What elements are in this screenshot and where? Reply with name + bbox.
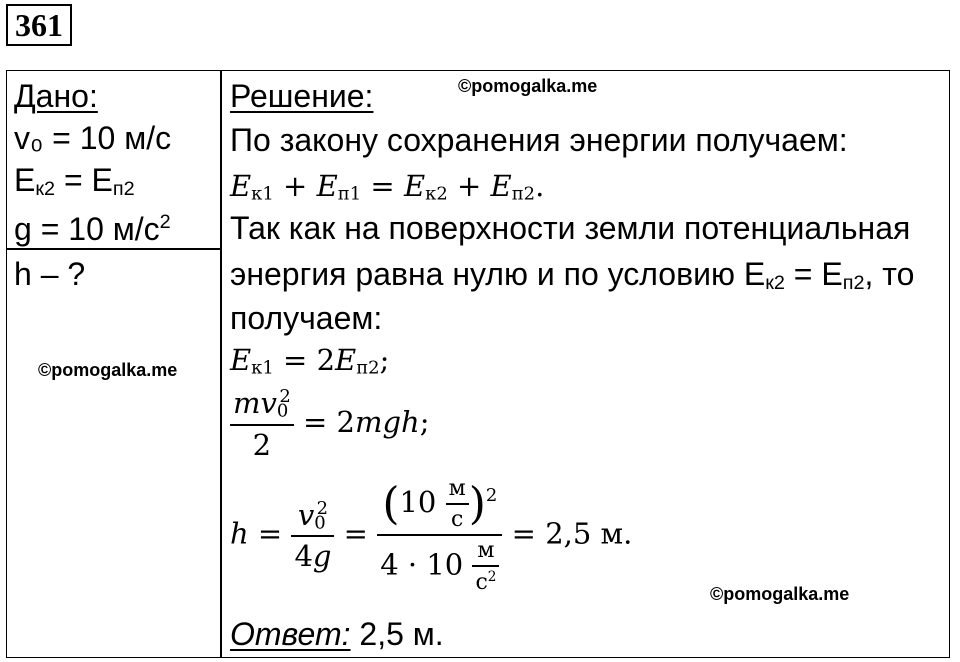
solution-text-conservation: По закону сохранения энергии получаем: — [230, 122, 848, 158]
given-energy-condition: $E_{к2} = E_{п2}$ — [14, 162, 135, 200]
problem-number: 361 — [6, 4, 72, 46]
solution-text-surface: Так как на поверхности земли потенциальная — [230, 210, 911, 246]
watermark-top: ©pomogalka.me — [458, 76, 598, 96]
given-header: Дано: — [14, 78, 98, 114]
answer-value: 2,5 м. — [350, 616, 444, 652]
column-divider — [220, 70, 222, 658]
fraction-v0-over-4g: $\frac{v_0^2}{4g}$ — [291, 498, 334, 574]
equation-height: h = $\frac{v_0^2}{4g}$ = (10 $\frac{м}{с}$ )$^2$ 4 · 10 $\frac{м}{с^2}$ = 2,5 м. — [230, 476, 633, 596]
fraction-numeric: (10 $\frac{м}{с}$ )$^2$ 4 · 10 $\frac{м}{с^2}$ — [377, 476, 502, 595]
watermark-bottom: ©pomogalka.me — [710, 584, 850, 604]
answer-label: Ответ: — [230, 616, 351, 652]
watermark-left: ©pomogalka.me — [38, 360, 178, 380]
given-initial-velocity: v₀ = 10 м/с — [14, 120, 172, 156]
equation-kinetic-potential: $E_{к1} = 2E_{п2}$; — [230, 343, 390, 379]
given-section — [14, 76, 214, 246]
equation-energy-balance: $\frac{mv_0^2}{2}$ = 2mgh; — [230, 386, 429, 462]
solution-text-condition: энергия равна нулю и по условию $E_{к2} = E_{п2}$, то — [230, 256, 915, 294]
given-gravity: g = 10 $м/с^2$ — [14, 210, 171, 247]
fraction-kinetic: $\frac{mv_0^2}{2}$ — [230, 386, 294, 462]
equation-energy-conservation: $E_{к1} + E_{п1} = E_{к2} + E_{п2}$. — [230, 169, 545, 205]
solution-header: Решение: — [230, 78, 374, 114]
solution-section — [230, 76, 950, 658]
find-height: h – ? — [14, 256, 86, 292]
answer-line — [230, 614, 444, 654]
solution-text-get: получаем: — [230, 300, 383, 336]
